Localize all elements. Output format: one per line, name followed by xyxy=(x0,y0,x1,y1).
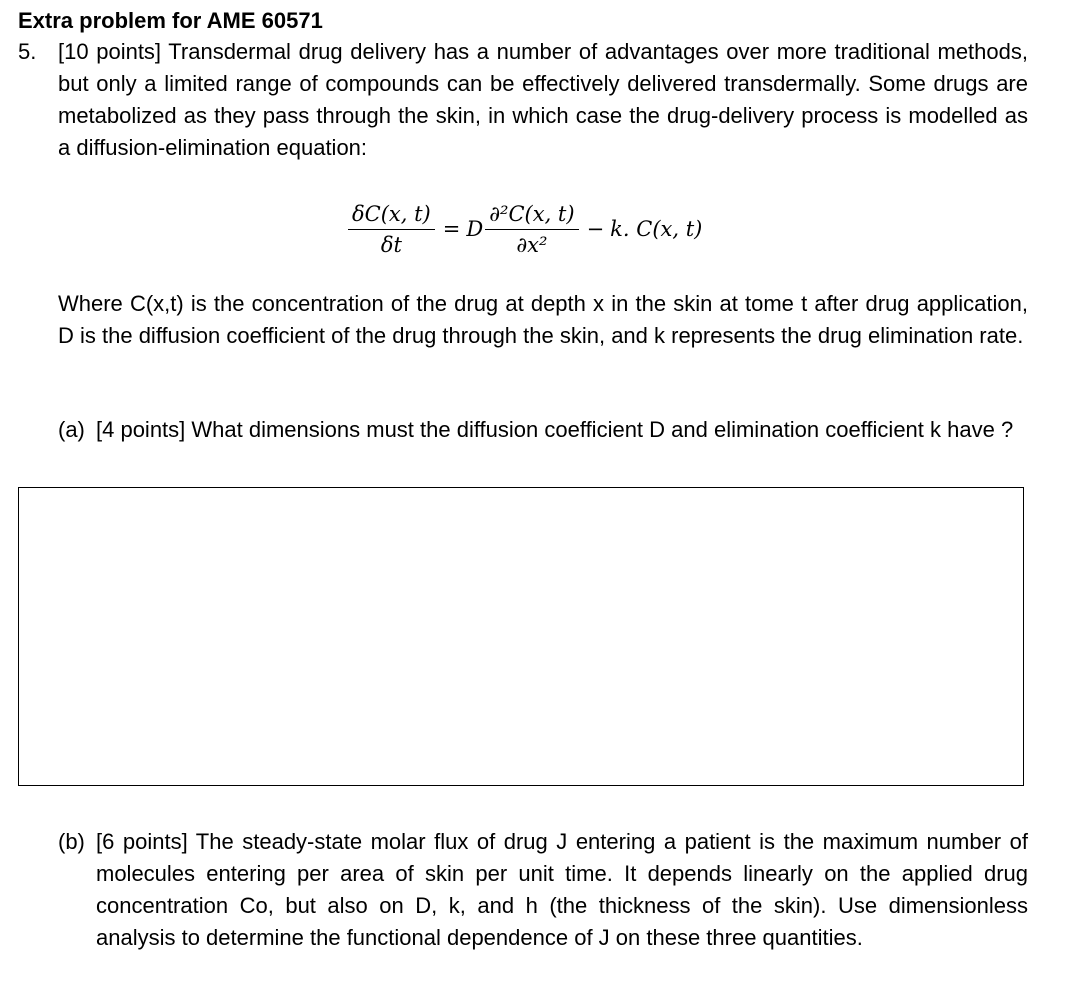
part-b-question: [6 points] The steady-state molar flux of drug J entering a patient is the maximum number of molecules entering per area of skin per unit time. It depends linearly on the applied drug concentration Co, but also on D, k, and h (the thickness of the skin). Use dimensionless analysis to determine the functional dependence of J on these three quantities. xyxy=(96,829,1028,950)
answer-box-part-a[interactable] xyxy=(18,487,1024,786)
diffusion-coefficient-symbol: D xyxy=(466,217,484,241)
variable-definitions: Where C(x,t) is the concentration of the drug at depth x in the skin at tome t after drug application, D is the diffusion coefficient of the drug through the skin, and k represents the drug elimination rate. xyxy=(58,291,1028,348)
diffusion-elimination-equation xyxy=(346,194,702,264)
lhs-numerator: δC(x, t) xyxy=(352,201,431,226)
equals-sign: = xyxy=(442,217,461,241)
problem-number: 5. xyxy=(18,39,37,64)
lhs-denominator: δt xyxy=(348,229,435,258)
rhs-fraction xyxy=(487,201,576,258)
problem-5 xyxy=(18,36,1028,164)
rhs-denominator: ∂x² xyxy=(485,229,578,258)
part-b-label: (b) xyxy=(58,829,85,854)
problem-statement: [10 points] Transdermal drug delivery has a number of advantages over more traditional methods, but only a limited range of compounds can be effectively delivered transdermally. Some drugs are metabolized as they pass through the skin, in which case the drug-delivery process is modelled as a diffusion-elimination equation: xyxy=(58,39,1028,160)
minus-sign: − xyxy=(586,217,605,241)
document-title: Extra problem for AME 60571 xyxy=(18,8,323,33)
part-b xyxy=(58,826,1028,954)
part-a-question: [4 points] What dimensions must the diffusion coefficient D and elimination coefficient k have ? xyxy=(96,417,1014,442)
part-a-label: (a) xyxy=(58,417,85,442)
elimination-term: k. C(x, t) xyxy=(610,217,703,241)
rhs-numerator: ∂²C(x, t) xyxy=(489,201,575,226)
lhs-fraction xyxy=(350,201,433,258)
part-a xyxy=(58,414,1028,446)
